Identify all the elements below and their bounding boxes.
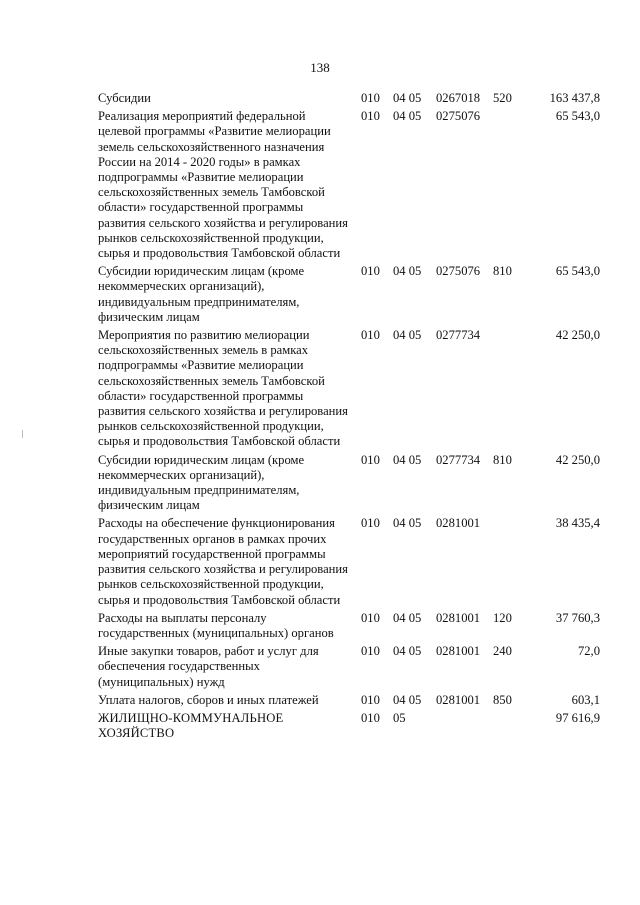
table-row bbox=[0, 611, 640, 641]
admin-code: 010 bbox=[361, 692, 380, 707]
target-code: 0275076 bbox=[436, 264, 481, 279]
table-row bbox=[0, 711, 640, 741]
row-name: Реализация мероприятий федеральной целевой программы «Развитие мелиорации земель сельскохозяйственного назначения России на 2014 - 2020 годы» в рамках подпрограммы «Развитие мелиорации сельскохозяйственных земель Тамбовской области» государственной программы развития сельского хозяйства и регулирования рынков сельскохозяйственной продукции, сырья и продовольствия Тамбовской области bbox=[98, 109, 348, 261]
amount: 38 435,4 bbox=[555, 516, 600, 531]
row-name: Субсидии юридическим лицам (кроме некоммерческих организаций), индивидуальным предпринимателям, физическим лицам bbox=[98, 264, 305, 324]
row-name: Иные закупки товаров, работ и услуг для обеспечения государственных (муниципальных) нужд bbox=[98, 644, 319, 689]
admin-code: 010 bbox=[361, 710, 380, 725]
amount: 72,0 bbox=[577, 644, 600, 659]
admin-code: 010 bbox=[361, 264, 380, 279]
expense-type-code: 810 bbox=[493, 264, 512, 279]
target-code: 0281001 bbox=[436, 516, 481, 531]
admin-code: 010 bbox=[361, 644, 380, 659]
table-row bbox=[0, 328, 640, 450]
table-row bbox=[0, 516, 640, 607]
admin-code: 010 bbox=[361, 91, 380, 105]
amount: 65 543,0 bbox=[555, 264, 600, 279]
admin-code: 010 bbox=[361, 610, 380, 625]
table-row bbox=[0, 693, 640, 708]
table-row bbox=[0, 109, 640, 261]
row-name: Субсидии bbox=[98, 91, 151, 105]
expense-type-code: 240 bbox=[493, 644, 512, 659]
amount: 163 437,8 bbox=[549, 91, 600, 105]
expense-type-code: 810 bbox=[493, 452, 512, 467]
section-code: 04 05 bbox=[393, 692, 422, 707]
amount: 37 760,3 bbox=[555, 610, 600, 625]
expense-type-code: 520 bbox=[493, 91, 512, 105]
section-code: 05 bbox=[393, 710, 406, 725]
amount: 42 250,0 bbox=[555, 452, 600, 467]
section-code: 04 05 bbox=[393, 610, 422, 625]
table-row bbox=[0, 644, 640, 690]
section-code: 04 05 bbox=[393, 91, 422, 105]
target-code: 0267018 bbox=[436, 91, 481, 105]
amount: 603,1 bbox=[571, 692, 600, 707]
budget-table bbox=[0, 91, 640, 744]
table-row bbox=[0, 264, 640, 325]
row-name: Уплата налогов, сборов и иных платежей bbox=[98, 692, 319, 707]
target-code: 0281001 bbox=[436, 610, 481, 625]
expense-type-code: 850 bbox=[493, 692, 512, 707]
amount: 65 543,0 bbox=[555, 109, 600, 124]
admin-code: 010 bbox=[361, 328, 380, 343]
admin-code: 010 bbox=[361, 452, 380, 467]
page-number: 138 bbox=[310, 60, 330, 75]
target-code: 0275076 bbox=[436, 109, 481, 124]
table-row bbox=[0, 453, 640, 514]
target-code: 0277734 bbox=[436, 452, 481, 467]
section-code: 04 05 bbox=[393, 328, 422, 343]
row-name: Мероприятия по развитию мелиорации сельскохозяйственных земель в рамках подпрограммы «Развитие мелиорации сельскохозяйственных земель Тамбовской области» государственной программы развития сельского хозяйства и регулирования рынков сельскохозяйственной продукции, сырья и продовольствия Тамбовской области bbox=[98, 328, 348, 449]
expense-type-code: 120 bbox=[493, 610, 512, 625]
row-name: ЖИЛИЩНО-КОММУНАЛЬНОЕ ХОЗЯЙСТВО bbox=[98, 710, 284, 741]
row-name: Расходы на выплаты персоналу государственных (муниципальных) органов bbox=[98, 610, 334, 640]
admin-code: 010 bbox=[361, 109, 380, 124]
section-code: 04 05 bbox=[393, 109, 422, 124]
amount: 97 616,9 bbox=[555, 710, 600, 725]
table-row bbox=[0, 91, 640, 106]
target-code: 0281001 bbox=[436, 644, 481, 659]
row-name: Расходы на обеспечение функционирования государственных органов в рамках прочих мероприятий государственной программы развития сельского хозяйства и регулирования рынков сельскохозяйственной продукции, сырья и продовольствия Тамбовской области bbox=[98, 516, 348, 607]
amount: 42 250,0 bbox=[555, 328, 600, 343]
section-code: 04 05 bbox=[393, 644, 422, 659]
row-name: Субсидии юридическим лицам (кроме некоммерческих организаций), индивидуальным предпринимателям, физическим лицам bbox=[98, 452, 305, 513]
target-code: 0277734 bbox=[436, 328, 481, 343]
admin-code: 010 bbox=[361, 516, 380, 531]
section-code: 04 05 bbox=[393, 516, 422, 531]
target-code: 0281001 bbox=[436, 692, 481, 707]
section-code: 04 05 bbox=[393, 264, 422, 279]
section-code: 04 05 bbox=[393, 452, 422, 467]
